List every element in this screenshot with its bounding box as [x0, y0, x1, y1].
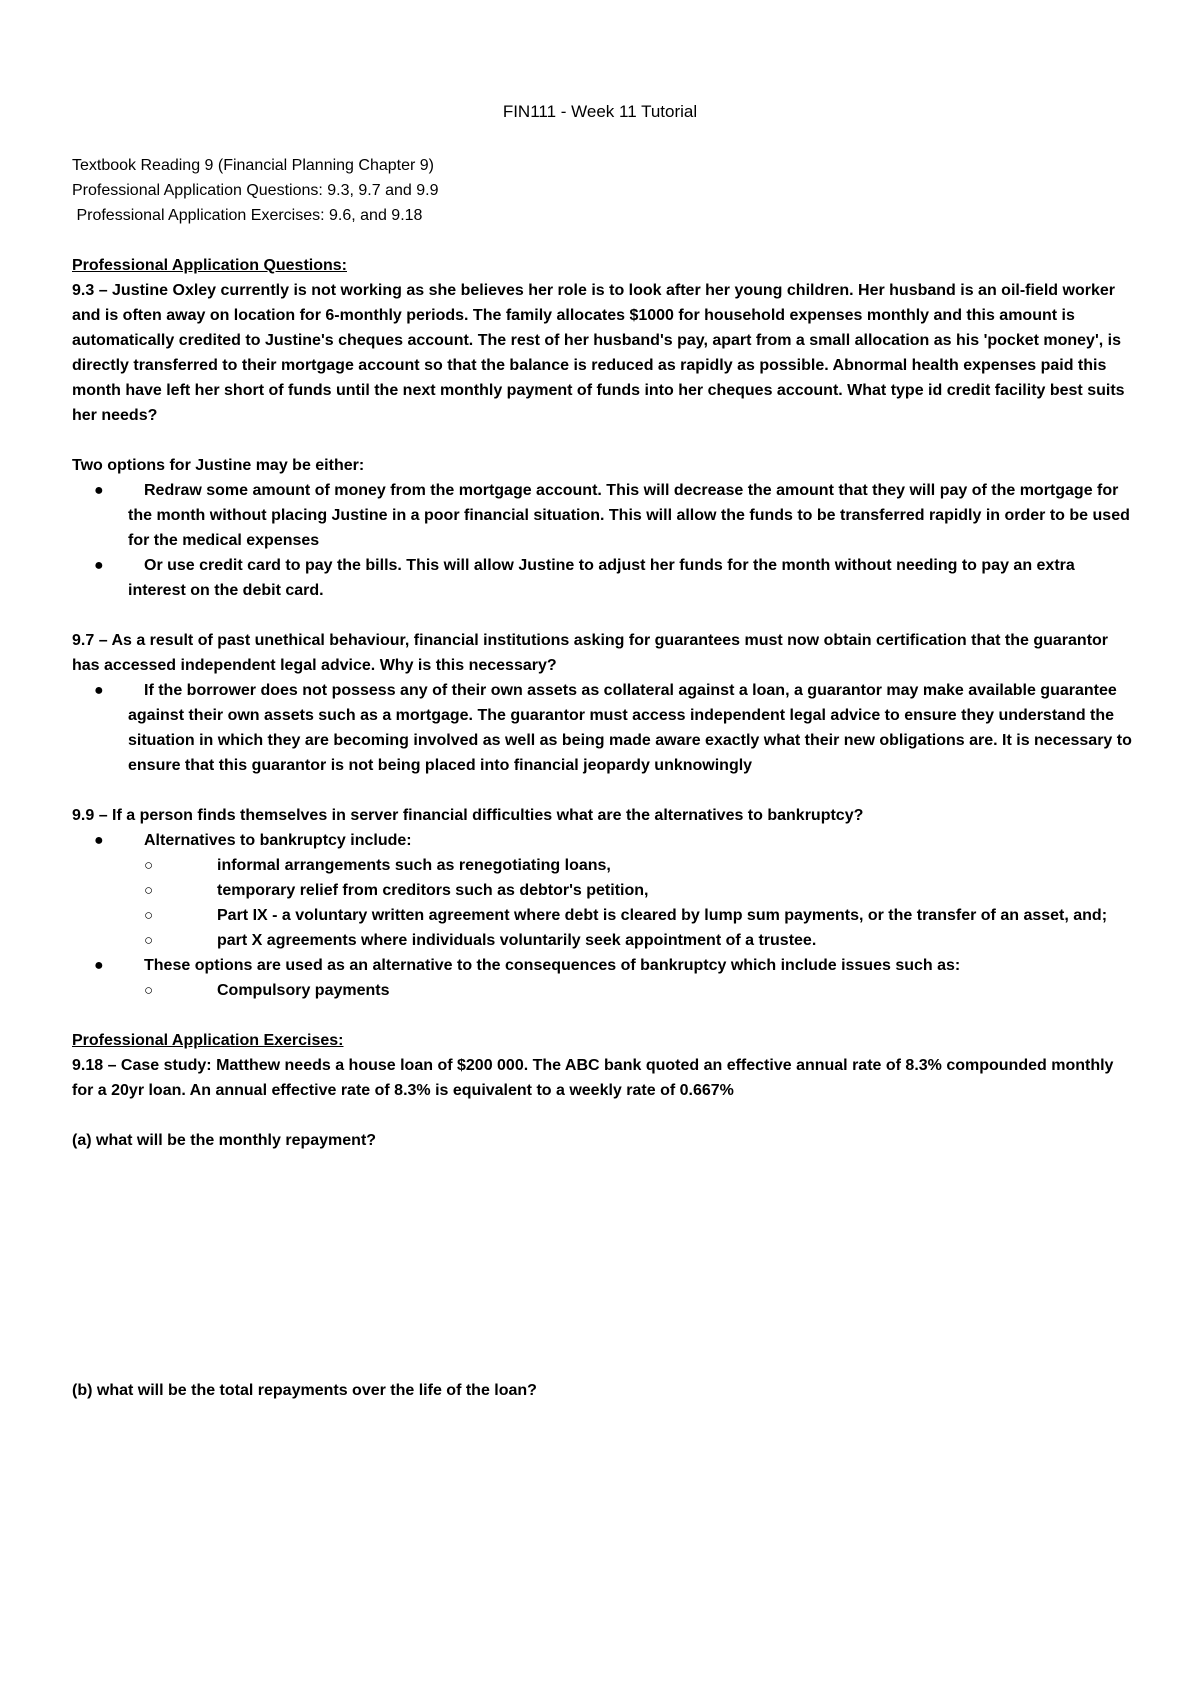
exercise-part-b: (b) what will be the total repayments over the life of the loan? [72, 1382, 537, 1399]
exercise-9-18: 9.18 – Case study: Matthew needs a house loan of $200 000. The ABC bank quoted an effective annual rate of 8.3% compounded monthly for a 20yr loan. An annual effective rate of 8.3% is equivalent to a weekly rate of 0.667% [72, 1057, 1114, 1099]
alternatives-sublist [72, 853, 1132, 953]
intro-exercises: Professional Application Exercises: 9.6, and 9.18 [72, 207, 423, 224]
consequences-list [72, 953, 1132, 978]
bullet-icon: ● [94, 557, 104, 574]
hollow-circle-icon: ○ [144, 882, 154, 899]
answer-9-3-list [72, 478, 1132, 603]
questions-heading: Professional Application Questions: [72, 257, 347, 274]
hollow-circle-icon: ○ [144, 982, 154, 999]
intro-reading: Textbook Reading 9 (Financial Planning Chapter 9) [72, 157, 434, 174]
list-item: ○ temporary relief from creditors such as debtor's petition, [72, 878, 1132, 903]
list-item: ● Alternatives to bankruptcy include: [72, 828, 1132, 853]
list-item: ○ informal arrangements such as renegotiating loans, [72, 853, 1132, 878]
exercise-part-a: (a) what will be the monthly repayment? [72, 1132, 377, 1149]
answer-9-3-intro: Two options for Justine may be either: [72, 457, 365, 474]
answer-9-9-list [72, 828, 1132, 853]
question-9-3: 9.3 – Justine Oxley currently is not working as she believes her role is to look after her young children. Her husband is an oil-field worker and is often away on location for 6-monthly periods. The family allocates $1000 for household expenses monthly and this amount is automatically credited to Justine's cheques account. The rest of her husband's pay, apart from a small allocation as his 'pocket money', is directly transferred to their mortgage account so that the balance is reduced as rapidly as possible. Abnormal health expenses paid this month have left her short of funds until the next monthly payment of funds into her cheques account. What type id credit facility best suits her needs? [72, 282, 1125, 424]
list-item: ● Redraw some amount of money from the mortgage account. This will decrease the amount that they will pay of the mortgage for the month without placing Justine in a poor financial situation. This will allow the funds to be transferred rapidly in order to be used for the medical expenses [72, 478, 1132, 553]
question-9-9: 9.9 – If a person finds themselves in server financial difficulties what are the alternatives to bankruptcy? [72, 807, 864, 824]
bullet-icon: ● [94, 832, 104, 849]
list-item: ○ Compulsory payments [72, 978, 1132, 1003]
bullet-icon: ● [94, 682, 104, 699]
consequences-sublist [72, 978, 1132, 1003]
bullet-icon: ● [94, 957, 104, 974]
answer-9-7-list [72, 678, 1132, 778]
exercises-heading: Professional Application Exercises: [72, 1032, 344, 1049]
hollow-circle-icon: ○ [144, 857, 154, 874]
list-item: ○ part X agreements where individuals voluntarily seek appointment of a trustee. [72, 928, 1132, 953]
list-item: ● If the borrower does not possess any of their own assets as collateral against a loan, a guarantor may make available guarantee against their own assets such as a mortgage. The guarantor must access independent legal advice to ensure they understand the situation in which they are becoming involved as well as being made aware exactly what their new obligations are. It is necessary to ensure that this guarantor is not being placed into financial jeopardy unknowingly [72, 678, 1132, 778]
hollow-circle-icon: ○ [144, 932, 154, 949]
bullet-icon: ● [94, 482, 104, 499]
document-title: FIN111 - Week 11 Tutorial [502, 102, 698, 121]
hollow-circle-icon: ○ [144, 907, 154, 924]
list-item: ● These options are used as an alternative to the consequences of bankruptcy which include issues such as: [72, 953, 1132, 978]
list-item: ○ Part IX - a voluntary written agreement where debt is cleared by lump sum payments, or the transfer of an asset, and; [72, 903, 1132, 928]
intro-questions: Professional Application Questions: 9.3, 9.7 and 9.9 [72, 182, 439, 199]
question-9-7: 9.7 – As a result of past unethical behaviour, financial institutions asking for guarantees must now obtain certification that the guarantor has accessed independent legal advice. Why is this necessary? [72, 632, 1109, 674]
document-body [72, 153, 1132, 1403]
list-item: ● Or use credit card to pay the bills. This will allow Justine to adjust her funds for the month without needing to pay an extra interest on the debit card. [72, 553, 1132, 603]
